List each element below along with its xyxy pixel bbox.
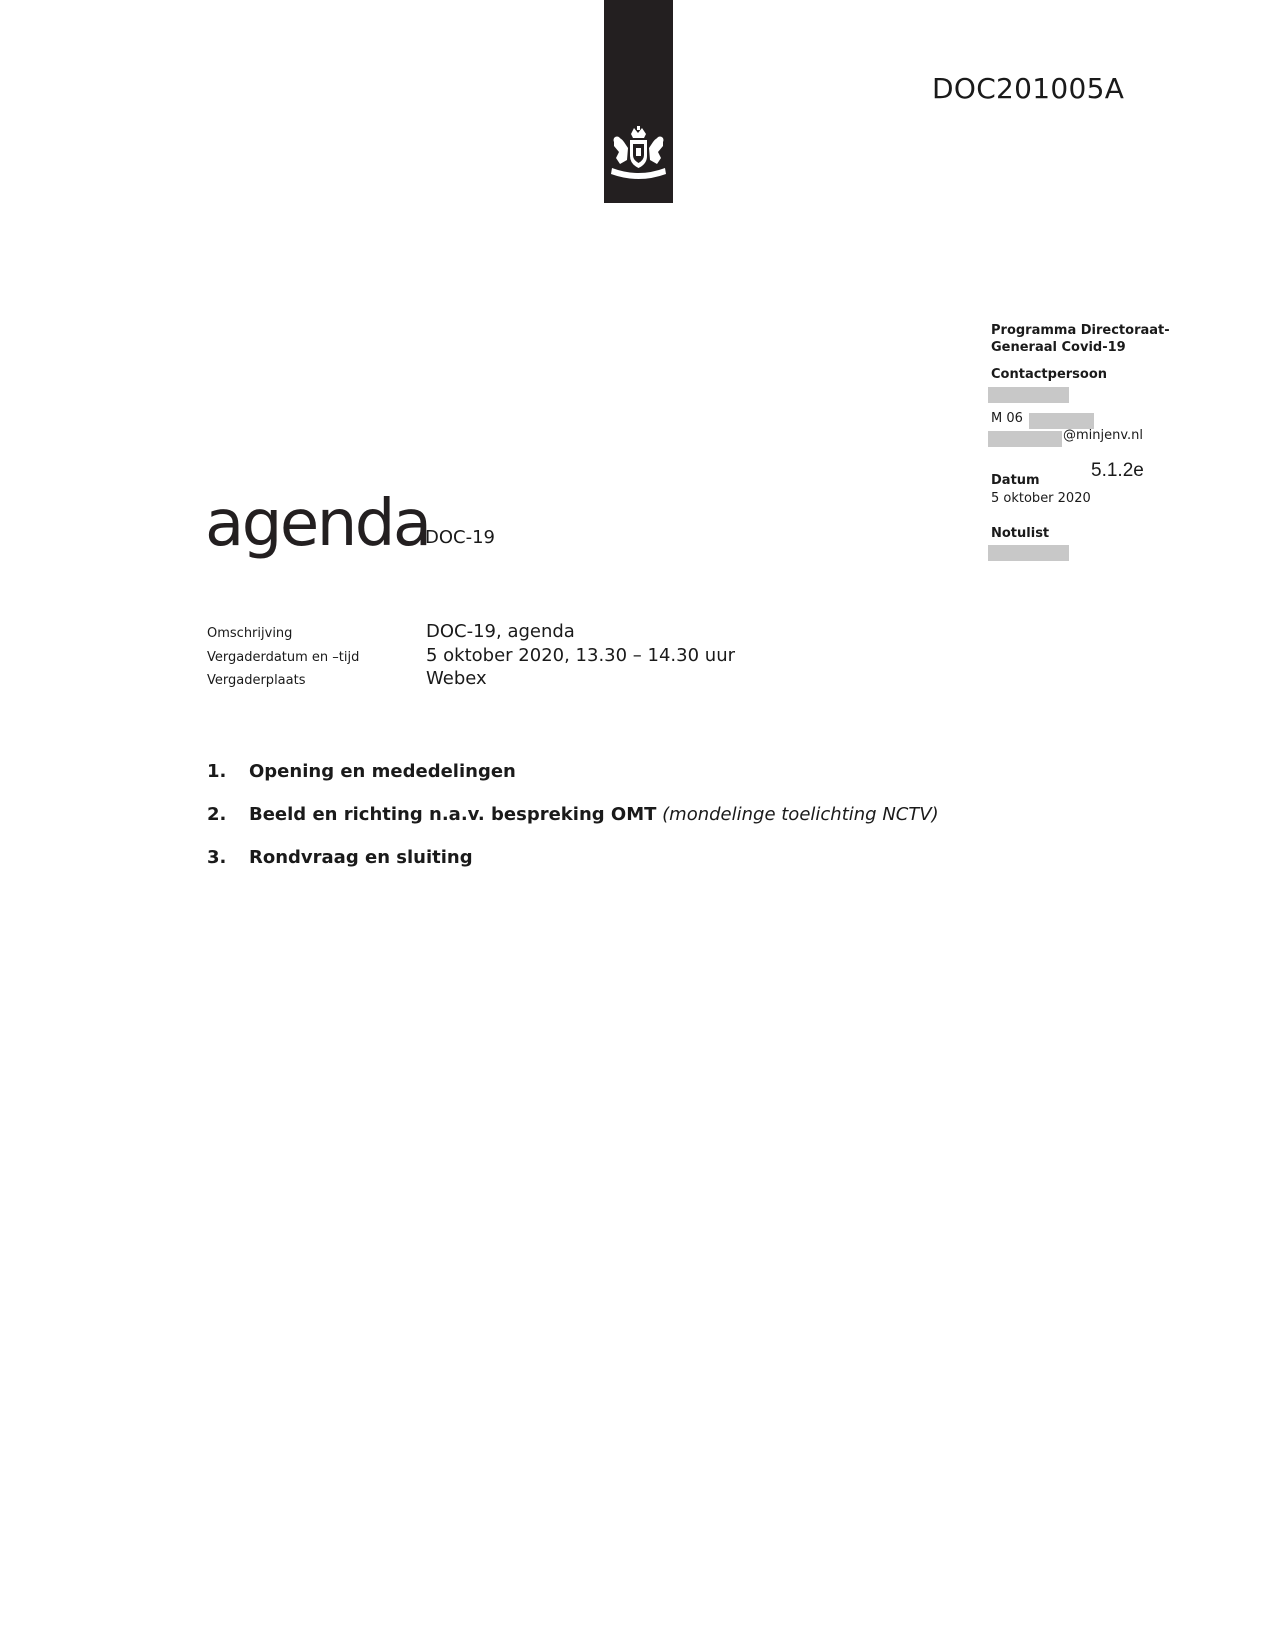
agenda-item-number: 1. xyxy=(207,761,227,782)
page-title: agenda xyxy=(205,487,430,561)
organisation-name-line1: Programma Directoraat- xyxy=(991,323,1170,338)
phone-prefix: M 06 xyxy=(991,411,1023,426)
meta-label-description: Omschrijving xyxy=(207,626,293,641)
agenda-item-number: 3. xyxy=(207,847,227,868)
agenda-item-text: Rondvraag en sluiting xyxy=(249,847,473,868)
organisation-name-line2: Generaal Covid-19 xyxy=(991,340,1126,355)
redacted-contact-name xyxy=(988,387,1069,403)
document-code: DOC201005A xyxy=(932,72,1125,105)
meta-value-location: Webex xyxy=(426,668,487,689)
agenda-item-text: Opening en mededelingen xyxy=(249,761,516,782)
redaction-stamp: 5.1.2e xyxy=(1091,460,1144,481)
meta-label-datetime: Vergaderdatum en –tijd xyxy=(207,650,360,665)
agenda-item-number: 2. xyxy=(207,804,227,825)
title-code: DOC-19 xyxy=(425,527,495,548)
contact-label: Contactpersoon xyxy=(991,367,1108,382)
agenda-item-note: (mondelinge toelichting NCTV) xyxy=(662,804,939,825)
meta-value-description: DOC-19, agenda xyxy=(426,621,575,642)
agenda-item xyxy=(207,804,939,825)
date-value: 5 oktober 2020 xyxy=(991,491,1091,506)
agenda-item xyxy=(207,761,516,782)
meta-label-location: Vergaderplaats xyxy=(207,673,306,688)
email-domain: @minjenv.nl xyxy=(1063,428,1144,443)
agenda-item-text: Beeld en richting n.a.v. bespreking OMT xyxy=(249,804,657,825)
coat-of-arms-logo xyxy=(606,126,671,186)
agenda-item xyxy=(207,847,473,868)
redacted-email-name xyxy=(988,431,1062,447)
meta-value-datetime: 5 oktober 2020, 13.30 – 14.30 uur xyxy=(426,645,735,666)
redacted-notulist-name xyxy=(988,545,1069,561)
date-label: Datum xyxy=(991,473,1040,488)
logo-bar xyxy=(604,0,673,203)
notulist-label: Notulist xyxy=(991,526,1050,541)
